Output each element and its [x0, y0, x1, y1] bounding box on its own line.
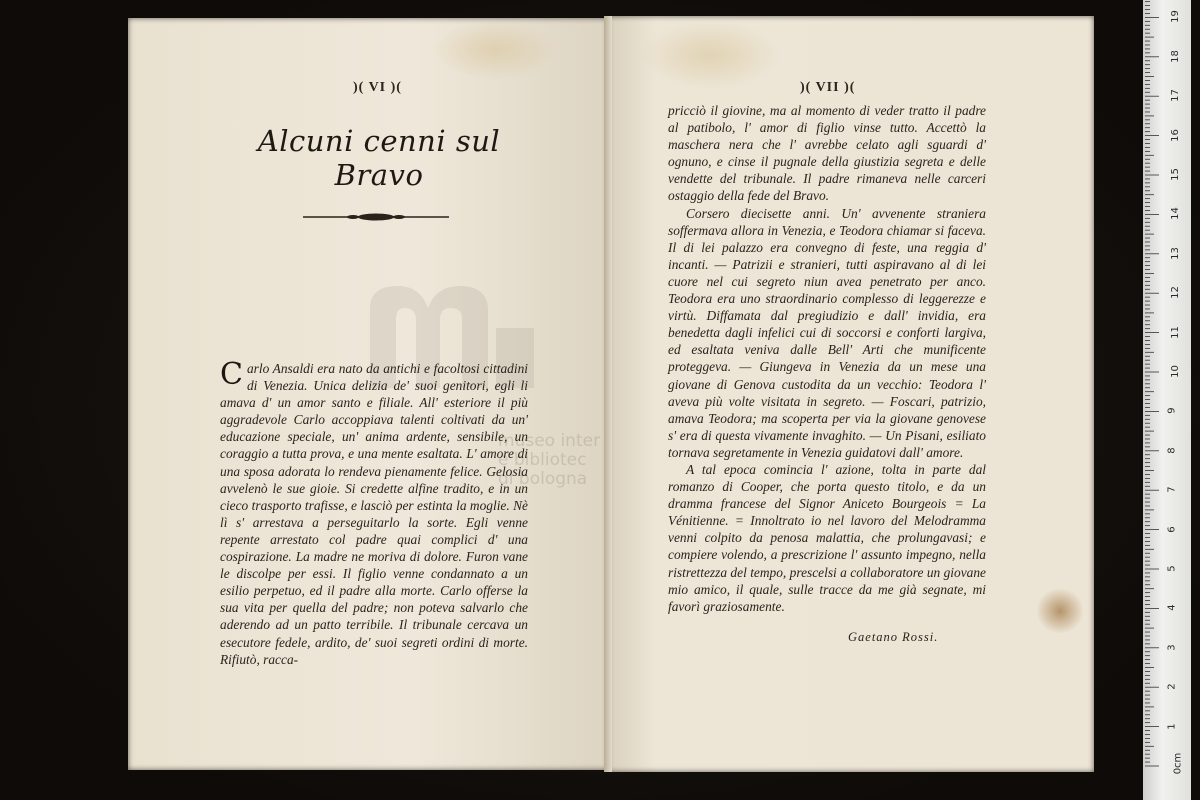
watermark-line: e bibliotec	[498, 450, 587, 470]
author-signature: Gaetano Rossi.	[848, 630, 939, 644]
ruler-number: 10	[1169, 365, 1181, 378]
ruler-unit-label: 0cm	[1172, 752, 1184, 775]
ruler-number: 13	[1169, 246, 1181, 260]
paragraph	[220, 357, 528, 668]
ruler-number: 8	[1166, 447, 1178, 454]
book-gutter	[604, 16, 612, 772]
ruler-number: 14	[1169, 207, 1181, 221]
ruler-number: 3	[1166, 644, 1178, 651]
ruler-number: 12	[1169, 286, 1181, 300]
ruler-number: 4	[1166, 604, 1178, 612]
right-body-text	[668, 102, 986, 615]
ruler-number: 2	[1166, 683, 1178, 690]
page-title: Alcuni cenni sul Bravo	[257, 124, 501, 192]
ruler-number: 16	[1169, 128, 1181, 142]
measuring-ruler	[1143, 0, 1191, 800]
watermark-line: museo inter	[498, 431, 601, 451]
paragraph-text: arlo Ansaldi era nato da antichi e facoltosi cittadini di Venezia. Unica delizia de' suoi genitori, egli li amava d' un amor santo e filiale. All' esteriore il più aggradevole Carlo accoppiava talenti coltivati da un' educazione speciale, un' anima ardente, sensibile, un coraggio a tutta prova, e una mente esaltata. L' amore di una sposa adorata lo rendeva pienamente felice. Gelosia avvelenò le sue gioie. Si credette alfine tradito, e in un cieco trasporto trafisse, e lasciò per estinta la moglie. Nè lì s' arrestava a perseguitarlo la sorte. Egli venne repente arrestato col padre quai complici d' una cospirazione. La madre ne moriva di dolore. Furon vane le discolpe per essi. Il figlio venne condannato a un esilio perpetuo, ed il padre alla morte. Carlo offerse la sua vita per quella del padre; non poteva salvarlo che aderendo ad un patto terribile. Il tribunale cercava un esecutore fedele, ardito, de' suoi segreti ordini di morte. Rifiutò, racca-	[220, 361, 528, 667]
ruler-number: 1	[1166, 722, 1178, 730]
left-body-text	[220, 357, 528, 668]
page-number-vii: )( VII )(	[800, 80, 856, 95]
ruler-number: 19	[1169, 10, 1181, 24]
paragraph: A tal epoca comincia l' azione, tolta in parte dal romanzo di Cooper, che porta questo titolo, e da un dramma francese del Signor Aniceto Bourgeois = La Vénitienne. = Innoltrato io nel lavoro del Melodramma venni colpito da penosa malattia, che prolungavasi; e compiere volendo, a prescrizione l' assunto impegno, nella ristrettezza del tempo, prescelsi a collaboratore un giovane mio amico, il quale, sulle tracce da me già segnate, mi favorì graziosamente.	[668, 461, 986, 614]
ruler-number: 18	[1169, 49, 1181, 63]
stain-right-edge	[1036, 588, 1084, 634]
ruler-number: 9	[1166, 407, 1178, 415]
ruler-number: 17	[1169, 89, 1181, 103]
ornamental-rule	[303, 210, 449, 224]
stain-left-top	[430, 20, 560, 80]
ruler-number: 11	[1169, 325, 1181, 339]
ruler-number: 5	[1166, 565, 1178, 572]
paragraph: pricciò il giovine, ma al momento di veder tratto il padre al patibolo, l' amor di figlio vinse tutto. Accettò la maschera nera che l' avrebbe celato agli sguardi d' ognuno, e cinse il pugnale della giustizia segreta e delle vendette del tribunale. Il padre rimaneva nelle carceri ostaggio della fede del Bravo.	[668, 103, 986, 204]
drop-cap: C	[220, 357, 243, 392]
page-number-vi: )( VI )(	[353, 80, 402, 95]
ruler-ticks	[1143, 0, 1191, 800]
watermark-line: di bologna	[498, 469, 588, 489]
ruler-number: 15	[1169, 168, 1181, 181]
ruler-number: 6	[1166, 525, 1178, 533]
paragraph: Corsero diecisette anni. Un' avvenente straniera soffermava allora in Venezia, e Teodora chiamar si faceva. Il di lei palazzo era convegno di feste, una reggia d' incanti. — Patrizii e stranieri, tutti aspiravano al di lei cuore nel cui segreto niun avea penetrato per anco. Teodora era uno straordinario complesso di leggerezze e virtù. Diffamata dal pregiudizio e dall' invidia, era benedetta dagli infelici cui di soccorsi e conforti largiva, ed esaltata veniva dalle Bell' Arti che munificente proteggeva. — Giungeva in Venezia da un mese una giovane di Genova custodita da un vecchio: Teodora l' aveva più volte visitata in segreto. — Foscari, patrizio, amava Teodora; ma scoperta per via la giovane genovese s' era di questa vivamente invaghito. — Un Pisani, esiliato tornava segretamente in Venezia guidatovi dall' amore.	[668, 205, 986, 460]
ruler-number: 7	[1166, 486, 1178, 493]
stain-right-top	[640, 20, 780, 90]
